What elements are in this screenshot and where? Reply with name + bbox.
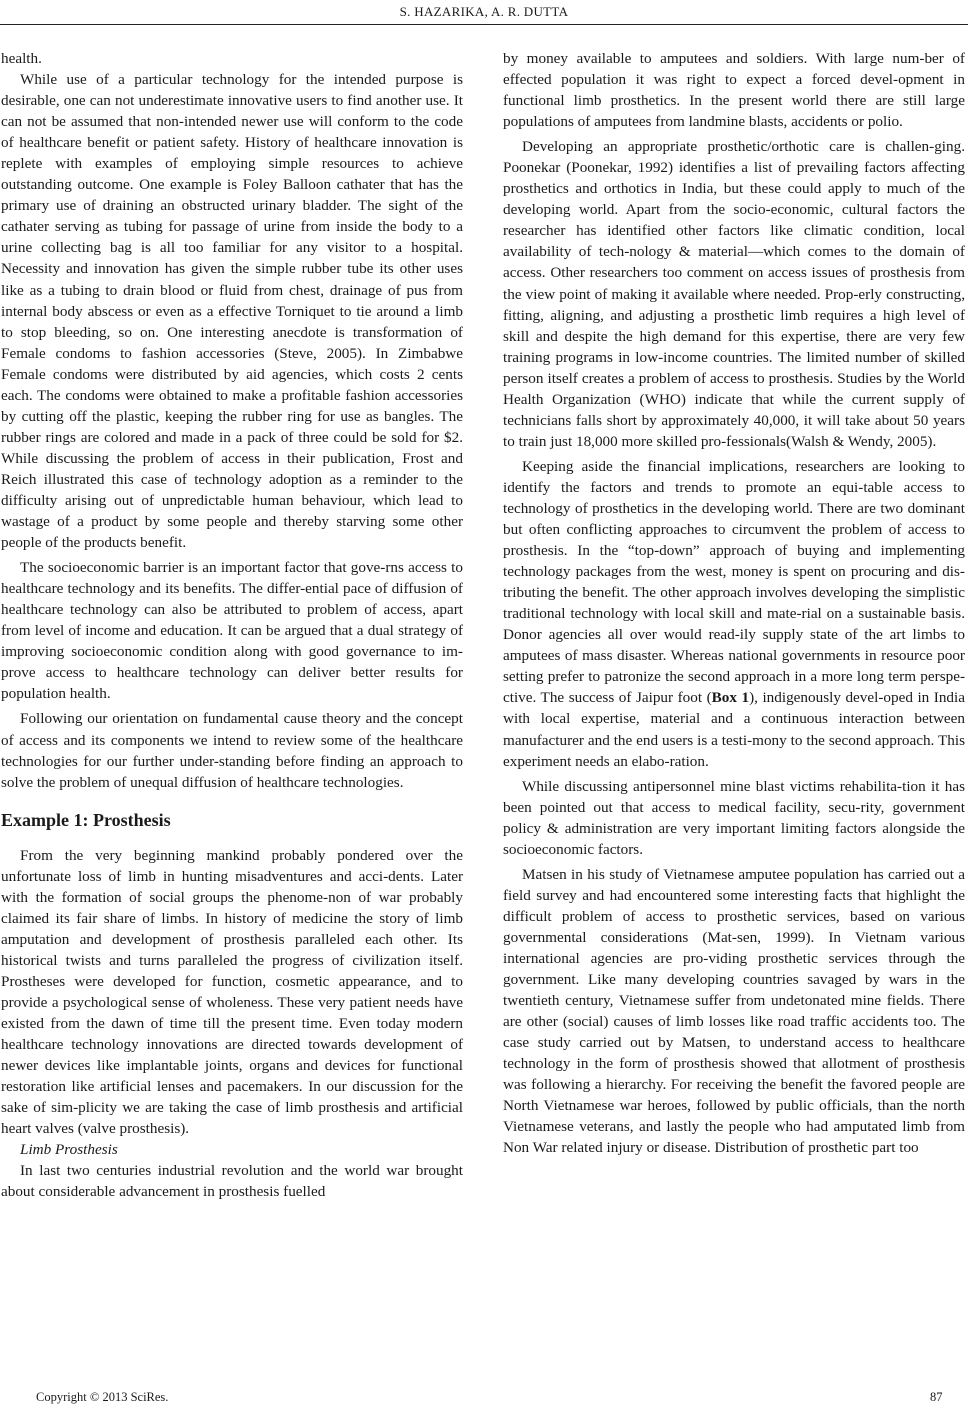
paragraph-text: Keeping aside the financial implications, researchers are looking to identify the factors and trends to promote an equi-table access to technology of prosthetics in the developing world. There are two dominant but often conflicting approaches to circumvent the problem of access to prosthesis. In the “top-down” approach of buying and implementing technology packages from the west, money is spent on procuring and dis-tributing the benefit. The other approach involves developing the simplistic traditional technology with local skill and mate-rial on a sustainable basis. Donor agencies all over would read-ily supply state of the art limbs to amputees of mass disaster. Whereas national governments in resource poor setting prefer to patronize the second approach in a more long term perspe-ctive. The success of Jaipur foot (: [503, 457, 965, 707]
paragraph: While discussing antipersonnel mine blast victims rehabilita-tion it has been pointed out that access to medical facility, secu-rity, government policy & administration are very important limiting factors alongside the socioeconomic factors.: [503, 777, 965, 858]
paragraph: [503, 456, 965, 772]
box-reference: Box 1: [711, 689, 750, 707]
paragraph: health.: [1, 50, 42, 67]
paragraph: by money available to amputees and soldiers. With large num-ber of effected population it was right to expect a forced devel-opment in functional limb prosthetics. In the present world there are still large populations of amputees from landmine blasts, accidents or polio.: [503, 50, 965, 131]
running-header: S. HAZARIKA, A. R. DUTTA: [399, 4, 569, 19]
copyright-footer: Copyright © 2013 SciRes.: [36, 1390, 169, 1404]
section-heading: Example 1: Prosthesis: [1, 809, 171, 830]
paragraph: In last two centuries industrial revolution and the world war brought about considerable advancement in prosthesis fuelled: [1, 1162, 463, 1201]
right-column: [503, 48, 965, 1158]
paragraph: The socioeconomic barrier is an important factor that gove-rns access to healthcare technology and its benefits. The differ-ential pace of diffusion of healthcare technology can also be attributed to problem of access, apart from level of income and education. It can be argued that a dual strategy of improving socioeconomic condition along with good governance to im-prove access to healthcare technology can deliver better results for population health.: [1, 559, 463, 703]
paragraph: Following our orientation on fundamental cause theory and the concept of access and its components we intend to review some of the healthcare technologies for our further under-standing before finding an approach to solve the problem of unequal diffusion of healthcare technologies.: [1, 710, 463, 791]
left-column: [1, 48, 463, 1202]
paragraph-text: ), indigenously devel-oped in India with local expertise, material and a continuous interaction between manufacturer and the end users is a testi-mony to the second approach. This experiment needs an elabo-ration.: [503, 689, 965, 770]
paragraph: While use of a particular technology for the intended purpose is desirable, one can not underestimate innovative users to find another use. It can not be assumed that non-intended newer use will conform to the code of healthcare benefit or patient safety. History of healthcare innovation is replete with examples of employing simple resources to achieve outstanding outcome. One example is Foley Balloon cathater that has the primary use of draining an obstructed urinary bladder. The sight of the cathater serving as tubing for passage of urine from inside the body to a urine collecting bag is all too familiar for any visitor to a hospital. Necessity and innovation has given the simple rubber tube its other uses like as a tubing to drain blood or fluid from chest, drainage of pus from internal body abscess or even as a effective Torniquet to tie around a limb to stop bleeding, so on. One interesting anecdote is transformation of Female condoms to fashion accessories (Steve, 2005). In Zimbabwe Female condoms were distributed by aid agencies, which costs 2 cents each. The condoms were obtained to make a profitable fashion accessories by cutting off the plastic, keeping the rubber ring for use as bangles. The rubber rings are colored and made in a pack of three could be sold for $2. While discussing the problem of access in their publication, Frost and Reich illustrated this case of technology adoption as a reminder to the difficulty arising out of unpredictable human behaviour, which lead to wastage of a product by some people and thereby starving some other people of the products benefit.: [1, 71, 463, 552]
paragraph: From the very beginning mankind probably pondered over the unfortunate loss of limb in hunting misadventures and acci-dents. Later with the formation of social groups the phenome-non of war probably claimed its fair share of limbs. In history of medicine the story of limb amputation and development of prosthesis paralleled each other. Its historical twists and turns paralleled the progress of civilization itself. Prostheses were developed for function, cosmetic appearance, and to provide a psychological sense of wholeness. These very patient needs have existed from the dawn of time till the present time. Even today modern healthcare technology innovations are directed towards development of newer devices like implantable joints, organs and devices for functional restoration like artificial lenses and pacemakers. In our discussion for the sake of sim-plicity we are taking the case of limb prosthesis and artificial heart valves (valve prosthesis).: [1, 846, 463, 1138]
subsection-heading: Limb Prosthesis: [20, 1141, 118, 1159]
paragraph: Matsen in his study of Vietnamese amputee population has carried out a field survey and had encountered some interesting facts that highlight the difficult problem of access to prosthetic services, based on various governmental considerations (Mat-sen, 1999). In Vietnam various international agencies are pro-viding prosthetic services through the government. Like many developing countries savaged by wars in the twentieth century, Vietnamese suffer from undetonated mine fields. There are other (social) causes of limb losses like road traffic accidents too. The case study carried out by Matsen, to understand access to healthcare technology in the form of prosthesis showed that allotment of prosthesis was following a hierarchy. For receiving the benefit the favored people are North Vietnamese war heroes, followed by public officials, than the north Vietnamese veterans, and lastly the people who had amputated limb from Non War related injury or disease. Distribution of prosthetic part too: [503, 865, 965, 1157]
header-rule: [0, 24, 968, 25]
paragraph: Developing an appropriate prosthetic/orthotic care is challen-ging. Poonekar (Poonekar, 1992) identifies a list of prevailing factors affecting prosthetics and orthotics in India, but these could apply to much of the developing world. Apart from the socio-economic, cultural factors the researcher has identified other factors like climatic condition, local availability of tech-nology & material—which comes to the domain of access. Other researchers too comment on access issues of prosthesis from the view point of making it available where needed. Prop-erly constructing, fitting, aligning, and adjusting a prosthetic limb requires a high level of skill and despite the high demand for this expertise, there are very few training programs in low-income countries. The limited number of skilled person itself creates a problem of access to prosthesis. Studies by the World Health Organization (WHO) indicate that while the current supply of technicians falls short by approximately 40,000, it will take about 50 years to train just 18,000 more skilled pro-fessionals(Walsh & Wendy, 2005).: [503, 138, 965, 450]
page-number: 87: [930, 1390, 943, 1404]
